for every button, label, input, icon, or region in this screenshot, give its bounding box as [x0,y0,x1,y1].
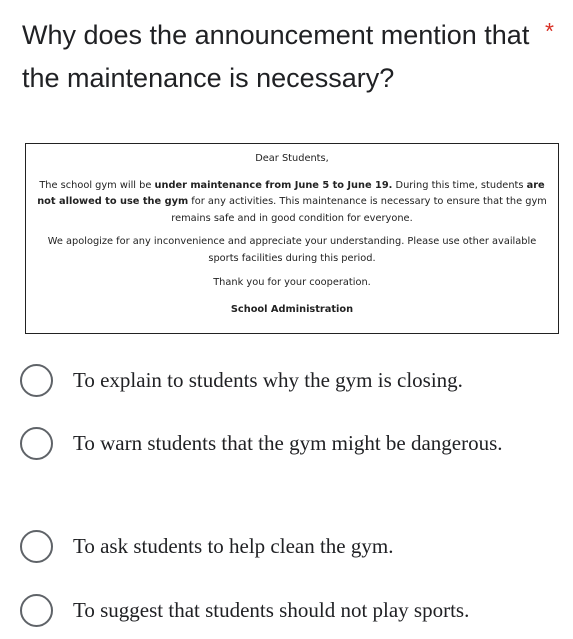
announcement-text: During this time, students [392,179,527,191]
radio-button-icon[interactable] [20,594,53,627]
announcement-text: for any activities. This maintenance is necessary to ensure that the gym remains safe and in good condition for everyone. [171,196,547,224]
required-asterisk: * [545,18,554,44]
option-3[interactable] [20,529,560,563]
announcement-signature: School Administration [230,303,354,315]
announcement-thanks: Thank you for your cooperation. [213,277,371,288]
announcement-text: The school gym will be [39,179,155,191]
option-2[interactable] [20,426,560,460]
announcement-paragraph-2: We apologize for any inconvenience and appreciate your understanding. Please use other available sports facilities during this period. [47,236,537,264]
radio-button-icon[interactable] [20,364,53,397]
option-4-label[interactable]: To suggest that students should not play sports. [73,598,470,622]
option-4[interactable] [20,593,560,627]
option-1-label[interactable]: To explain to students why the gym is closing. [73,368,463,392]
radio-button-icon[interactable] [20,427,53,460]
announcement-box [25,143,559,334]
radio-button-icon[interactable] [20,530,53,563]
option-2-label[interactable]: To warn students that the gym might be dangerous. [73,431,503,455]
announcement-greeting: Dear Students, [255,153,329,164]
announcement-bold-restriction: are not allowed to use the gym [37,179,545,207]
announcement-bold-dates: under maintenance from June 5 to June 19. [154,179,393,191]
option-3-label[interactable]: To ask students to help clean the gym. [73,534,394,558]
question-text: Why does the announcement mention that the maintenance is necessary? [22,20,530,93]
option-1[interactable] [20,363,560,397]
announcement-paragraph-1 [36,178,548,228]
